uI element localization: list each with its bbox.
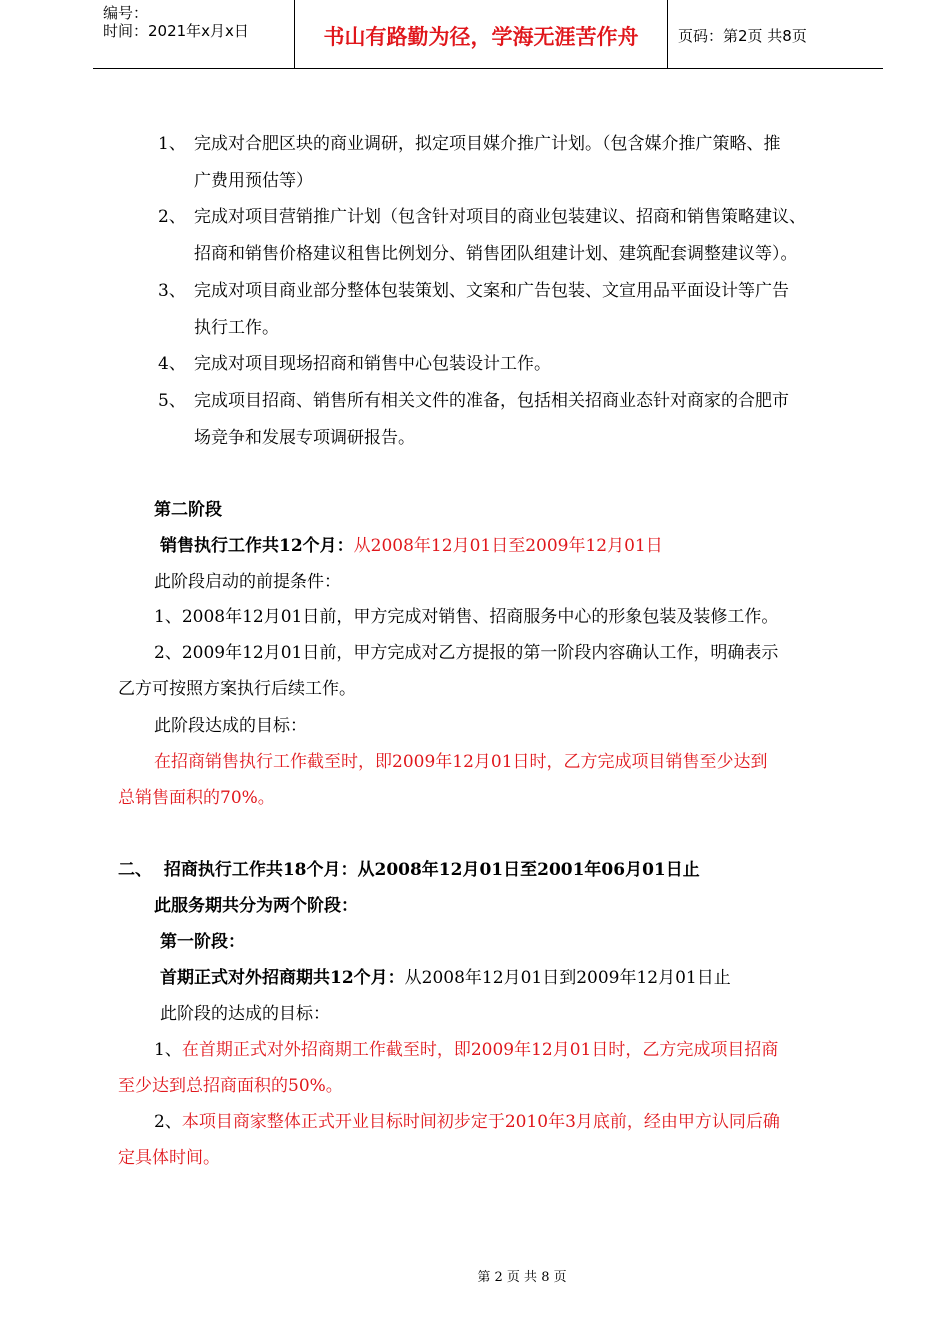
list-item-text: 完成对项目营销推广计划（包含针对项目的商业包装建议、招商和销售策略建议、 xyxy=(194,207,806,227)
list-item-text: 完成对项目现场招商和销售中心包装设计工作。 xyxy=(194,354,551,374)
phase1-period-dates: 从2008年12月01日到2009年12月01日止 xyxy=(404,968,731,988)
list-item-text: 完成项目招商、销售所有相关文件的准备，包括相关招商业态针对商家的合肥市 xyxy=(194,391,789,411)
stage2-prereq-2-continuation: 乙方可按照方案执行后续工作。 xyxy=(118,679,356,699)
stage2-goal: 在招商销售执行工作截至时，即2009年12月01日时，乙方完成项目销售至少达到 xyxy=(154,752,768,772)
list-item xyxy=(158,279,789,303)
phase1-goal-1-text: 在首期正式对外招商期工作截至时，即2009年12月01日时，乙方完成项目招商 xyxy=(181,1040,779,1060)
list-item xyxy=(158,389,789,413)
phase1-goal-2-number: 2、 xyxy=(154,1112,182,1132)
stage2-title: 第二阶段 xyxy=(154,500,222,520)
phase1-goal-1-continuation: 至少达到总招商面积的50%。 xyxy=(118,1076,343,1096)
list-item-text: 完成对项目商业部分整体包装策划、文案和广告包装、文宣用品平面设计等广告 xyxy=(194,281,789,301)
stage2-prereq-label: 此阶段启动的前提条件： xyxy=(154,572,341,592)
stage2-prereq-2: 2、2009年12月01日前，甲方完成对乙方提报的第一阶段内容确认工作，明确表示 xyxy=(154,643,779,663)
phase1-goal-label: 此阶段的达成的目标： xyxy=(160,1004,330,1024)
header-meta-cell xyxy=(93,0,295,68)
header-motto-cell xyxy=(295,0,668,68)
stage2-prereq-1: 1、2008年12月01日前，甲方完成对销售、招商服务中心的形象包装及装修工作。 xyxy=(154,607,779,627)
list-item-number: 3、 xyxy=(158,281,186,301)
page-header xyxy=(93,0,883,69)
document-number-label: 编号： xyxy=(103,4,149,22)
section2-heading: 二、 招商执行工作共18个月：从2008年12月01日至2001年06月01日止 xyxy=(118,860,700,880)
document-time-label: 时间：2021年x月x日 xyxy=(103,22,249,40)
stage2-goal-label: 此阶段达成的目标： xyxy=(154,716,307,736)
section2-subheading: 此服务期共分为两个阶段： xyxy=(154,896,358,916)
list-item xyxy=(158,132,781,156)
list-item-number: 1、 xyxy=(158,134,186,154)
header-page-number: 页码：第2页 共8页 xyxy=(678,27,807,45)
header-motto: 书山有路勤为径，学海无涯苦作舟 xyxy=(323,25,639,49)
stage2-period-label: 销售执行工作共12个月： xyxy=(160,536,354,556)
stage2-period-dates: 从2008年12月01日至2009年12月01日 xyxy=(353,536,663,556)
stage2-period xyxy=(160,534,663,558)
phase1-title: 第一阶段： xyxy=(160,932,245,952)
phase1-goal-2-text: 本项目商家整体正式开业目标时间初步定于2010年3月底前，经由甲方认同后确 xyxy=(181,1112,780,1132)
list-item xyxy=(158,205,806,229)
list-item-continuation: 广费用预估等） xyxy=(194,171,313,191)
list-item-number: 2、 xyxy=(158,207,186,227)
list-item-continuation: 场竞争和发展专项调研报告。 xyxy=(194,428,415,448)
phase1-goal-2 xyxy=(154,1110,780,1134)
page-footer: 第 2 页 共 8 页 xyxy=(477,1270,567,1285)
list-item-continuation: 执行工作。 xyxy=(194,318,279,338)
stage2-goal-continuation: 总销售面积的70%。 xyxy=(118,788,275,808)
phase1-period-label: 首期正式对外招商期共12个月： xyxy=(160,968,405,988)
list-item xyxy=(158,352,551,376)
phase1-goal-1 xyxy=(154,1038,778,1062)
list-item-text: 完成对合肥区块的商业调研，拟定项目媒介推广计划。（包含媒介推广策略、推 xyxy=(194,134,781,154)
phase1-goal-2-continuation: 定具体时间。 xyxy=(118,1148,220,1168)
header-page-cell xyxy=(668,0,883,68)
list-item-number: 5、 xyxy=(158,391,186,411)
list-item-continuation: 招商和销售价格建议租售比例划分、销售团队组建计划、建筑配套调整建议等）。 xyxy=(194,244,798,264)
phase1-goal-1-number: 1、 xyxy=(154,1040,182,1060)
phase1-period xyxy=(160,966,731,990)
list-item-number: 4、 xyxy=(158,354,186,374)
